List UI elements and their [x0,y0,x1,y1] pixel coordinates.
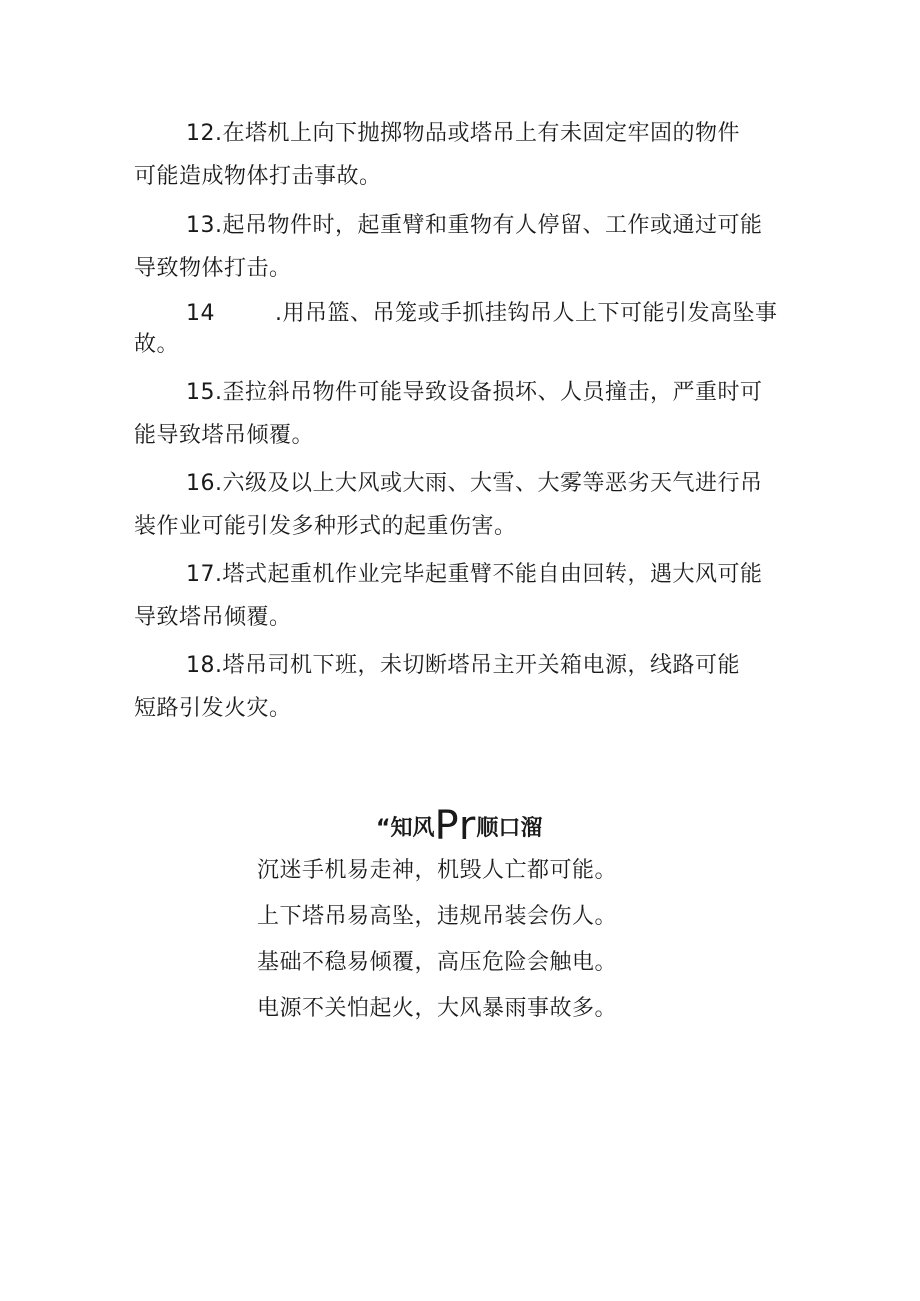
item-text: 起吊物件时，起重臂和重物有人停留、工作或通过可能 [222,213,763,238]
item-separator: . [215,121,223,146]
item-number: 13 [186,213,215,238]
title-suffix: 顺口溜 [476,816,543,841]
hazard-item-line-2: 可能造成物体打击事故。 [134,164,382,189]
item-text: 用吊篮、吊笼或手抓挂钩吊人上下可能引发高坠事 [282,301,778,326]
item-number: 18 [186,653,215,678]
section-title [376,796,676,859]
item-number: 12 [186,121,215,146]
rhyme-line: 上下塔吊易高坠，违规吊装会伤人。 [257,904,618,929]
hazard-item-14 [134,298,794,360]
item-text: 塔式起重机作业完毕起重臂不能自由回转，遇大风可能 [222,562,763,587]
hazard-item-13 [134,204,794,290]
hazard-item-line-2: 能导致塔吊倾覆。 [134,423,315,448]
item-separator: . [215,213,223,238]
hazard-item-line-2: 导致塔吊倾覆。 [134,605,292,630]
title-prefix: “知风 [376,816,435,841]
rhyme-line: 电源不关怕起火，大风暴雨事故多。 [257,996,618,1021]
hazard-item-line-1 [134,644,794,687]
hazard-item-line-2: 故。 [134,332,180,357]
item-number: 17 [186,562,215,587]
hazard-item-line-2: 导致物体打击。 [134,256,292,281]
hazard-item-line-1 [134,204,794,247]
item-text: 六级及以上大风或大雨、大雪、大雾等恶劣天气进行吊 [222,471,763,496]
item-text: 塔吊司机下班，未切断塔吊主开关箱电源，线路可能 [222,653,741,678]
hazard-item-line-1 [134,553,794,596]
hazard-item-line-1 [134,371,794,414]
hazard-item-line-1 [134,112,794,155]
item-separator: . [215,301,283,326]
item-number: 14 [186,301,215,326]
item-text: 在塔机上向下抛掷物品或塔吊上有未固定牢固的物件 [222,121,741,146]
hazard-item-15 [134,371,794,457]
hazard-item-line-1 [134,298,794,329]
hazard-item-line-2: 装作业可能引发多种形式的起重伤害。 [134,514,517,539]
hazard-item-line-1 [134,462,794,505]
hazard-item-line-2: 短路引发火灾。 [134,696,292,721]
item-separator: . [215,562,223,587]
item-separator: . [215,471,223,496]
item-text: 歪拉斜吊物件可能导致设备损坏、人员撞击，严重时可 [222,380,763,405]
item-number: 15 [186,380,215,405]
hazard-item-12 [134,112,794,198]
item-number: 16 [186,471,215,496]
rhyme-line: 沉迷手机易走神，机毁人亡都可能。 [257,858,618,883]
rhyme-line: 基础不稳易倾覆，高压危险会触电。 [257,950,618,975]
item-separator: . [215,653,223,678]
title-big-text: Pr [434,803,477,849]
hazard-item-18 [134,644,794,730]
item-separator: . [215,380,223,405]
hazard-item-16 [134,462,794,548]
hazard-item-17 [134,553,794,639]
